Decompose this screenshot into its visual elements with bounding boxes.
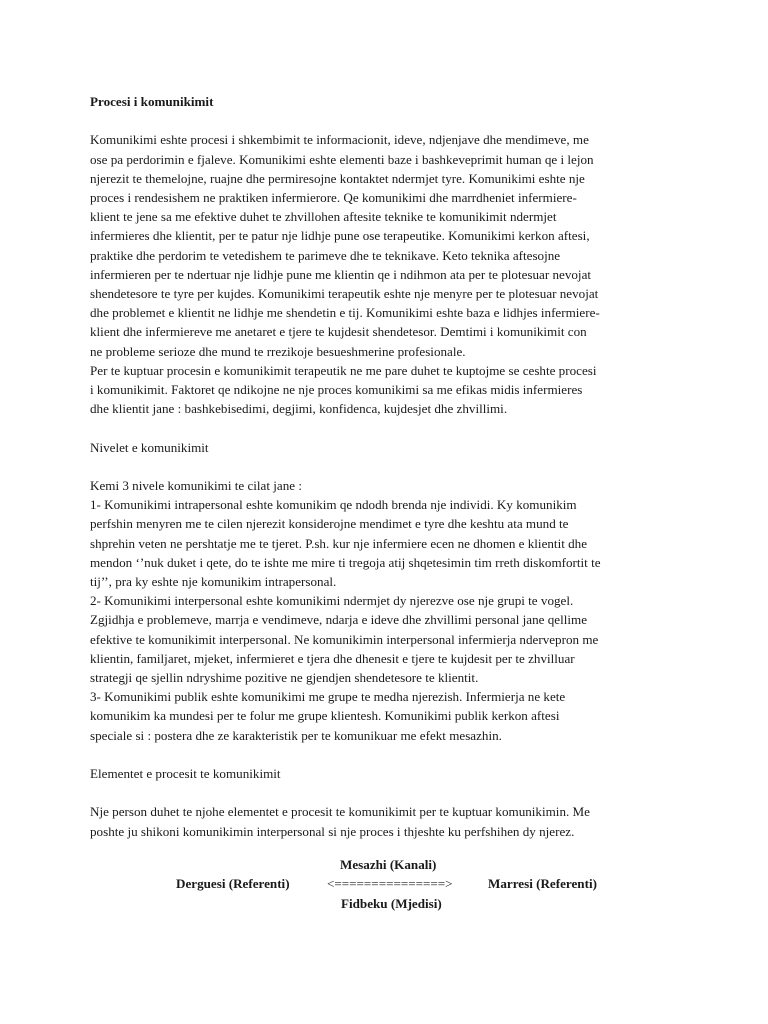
spacer xyxy=(90,111,688,130)
spacer xyxy=(90,457,688,476)
communication-diagram xyxy=(90,855,688,915)
diagram-feedback-label: Fidbeku (Mjedisi) xyxy=(341,895,442,911)
elements-heading: Elementet e procesit te komunikimit xyxy=(90,766,281,782)
diagram-arrow: <===============> xyxy=(327,875,453,891)
spacer xyxy=(90,745,688,764)
document-title: Procesi i komunikimit xyxy=(90,94,214,109)
intro-paragraph: Komunikimi eshte procesi i shkembimit te informacionit, ideve, ndjenjave dhe mendimeve, me ose pa perdorimin e fjaleve. Komunikimi eshte elementi baze i bashkeveprimit human qe i lejon njerezit te themelojne, ruajne dhe permiresojne kontaktet ndermjet tyre. Komunikimi eshte nje proces i rendesishem ne praktiken infermierore. Qe komunikimi dhe marrdheniet infermiere- klient te jene sa me efektive duhet te zhvillohen aftesite teknike te komunikimit ndermjet infermieres dhe klientit, per te patur nje lidhje pune ose terapeutike. Komunikimi kerkon aftesi, praktike dhe perdorim te vetedishem te parimeve dhe te teknikave. Keto teknika aftesojne infermieren per te ndertuar nje lidhje pune me klientin qe i ndihmon ata per te plotesuar nevojat shendetesore te tyre per kujdes. Komunikimi terapeutik eshte nje menyre per te plotesuar nevojat dhe problemet e klientit ne lidhje me shendetin e tij. Komunikimi eshte baza e lidhjes infermiere- klient dhe infermiereve me anetaret e tjere te kujdesit shendetesor. Demtimi i komunikimit con ne probleme serioze dhe mund te rrezikoje besueshmerine profesionale. Per te kuptuar procesin e komunikimit terapeutik ne me pare duhet te kuptojme se ceshte procesi i komunikimit. Faktoret qe ndikojne ne nje proces komunikimi sa me efikas midis infermieres dhe klientit jane : bashkebisedimi, degjimi, konfidenca, kujdesjet dhe zhvillimi. xyxy=(90,132,600,417)
levels-heading: Nivelet e komunikimit xyxy=(90,439,209,455)
diagram-message-label: Mesazhi (Kanali) xyxy=(340,856,437,872)
diagram-sender-label: Derguesi (Referenti) xyxy=(176,875,290,891)
levels-paragraph: Kemi 3 nivele komunikimi te cilat jane : 1- Komunikimi intrapersonal eshte komunikim qe ndodh brenda nje individi. Ky komunikim perfshin menyren me te cilen njerezit konsiderojne mendimet e tyre dhe keshtu ata mund te shprehin veten ne pershtatje me te tjeret. P.sh. kur nje infermiere ecen ne dhomen e klientit dhe mendon ‘’nuk duket i qete, do te ishte me mire ti tregoja atij shqetesimin tim rreth diskomfortit te tij’’, pra ky eshte nje komunikim intrapersonal. 2- Komunikimi interpersonal eshte komunikimi ndermjet dy njerezve ose nje grupi te vogel. Zgjidhja e problemeve, marrja e vendimeve, ndarja e ideve dhe zhvillimi personal jane qellime efektive te komunikimit interpersonal. Ne komunikimin interpersonal infermierja ndervepron me klientin, familjaret, mjeket, infermieret e tjera dhe dhenesit e tjere te kujdesit per te zhvilluar strategji qe sjellin ndryshime pozitive ne gjendjen shendetesore te klientit. 3- Komunikimi publik eshte komunikimi me grupe te medha njerezish. Infermierja ne kete komunikim ka mundesi per te folur me grupe klientesh. Komunikimi publik kerkon aftesi speciale si : postera dhe ze karakteristik per te komunikuar me efekt mesazhin. xyxy=(90,478,601,743)
elements-paragraph: Nje person duhet te njohe elementet e procesit te komunikimit per te kuptuar komunikimin. Me poshte ju shikoni komunikimin interpersonal si nje proces i thjeshte ku perfshihen dy njerez. xyxy=(90,804,590,839)
spacer xyxy=(90,418,688,437)
diagram-receiver-label: Marresi (Referenti) xyxy=(488,875,597,891)
spacer xyxy=(90,783,688,802)
